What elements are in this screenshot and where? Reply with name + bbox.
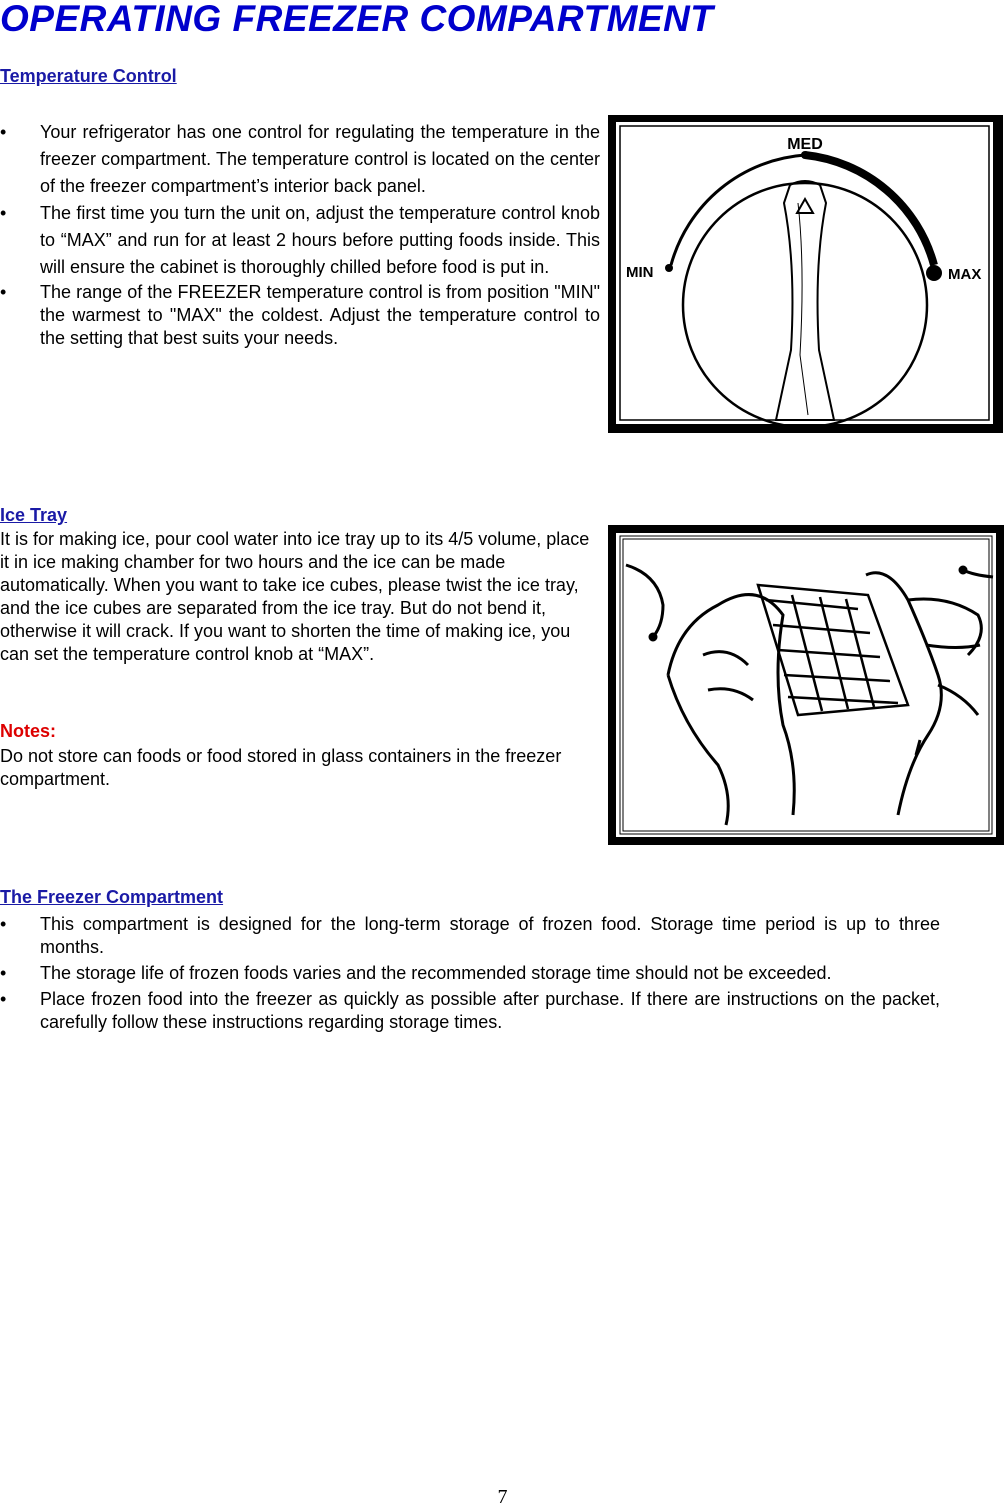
ice-tray-figure [608,525,1004,845]
list-item [0,119,600,200]
list-item-text: The storage life of frozen foods varies and the recommended storage time should not be exceeded. [40,963,832,983]
list-item-text: This compartment is designed for the long-term storage of frozen food. Storage time period is up to three months. [40,914,940,957]
list-item-text: Place frozen food into the freezer as quickly as possible after purchase. If there are instructions on the packet, carefully follow these instructions regarding storage times. [40,989,940,1032]
right-hand-shape [866,567,993,815]
list-item [0,988,940,1034]
indicator-triangle-icon [797,199,813,213]
temperature-dial-illustration [608,115,1003,433]
list-item [0,281,600,350]
min-label: MIN [626,264,654,281]
left-hand-shape [626,565,794,825]
list-item-text: The first time you turn the unit on, adjust the temperature control knob to “MAX” and run for at least 2 hours before putting foods inside. This will ensure the cabinet is thoroughly chilled before food is put in. [40,203,600,277]
list-item-text: The range of the FREEZER temperature control is from position "MIN" the warmest to "MAX" the coldest. Adjust the temperature control to the setting that best suits your needs. [40,282,600,348]
bullet-icon: • [0,203,7,223]
list-item [0,200,600,281]
max-label: MAX [948,266,982,283]
bullet-icon: • [0,963,7,983]
notes-label: Notes: [0,721,57,741]
max-dot-icon [926,265,942,281]
notes-body: Do not store can foods or food stored in glass containers in the freezer compartment. [0,746,562,789]
page-number: 7 [497,1486,508,1508]
bullet-icon: • [0,122,7,142]
list-item-text: Your refrigerator has one control for regulating the temperature in the freezer compartment. The temperature control is located on the center of the freezer compartment’s interior back panel. [40,122,600,196]
bullet-icon: • [0,282,7,302]
page-title: OPERATING FREEZER COMPARTMENT [0,0,714,39]
freezer-compartment-list [0,913,940,1037]
temperature-control-heading: Temperature Control [0,66,177,86]
temperature-dial-figure [608,115,1003,433]
ice-tray-body: It is for making ice, pour cool water into ice tray up to its 4/5 volume, place it in ice making chamber for two hours and the ice can be made automatically. When you want to take ice cubes, please twist the ice tray, and the ice cubes are separated from the ice tray. But do not bend it, otherwise it will crack. If you want to shorten the time of making ice, you can set the temperature control knob at “MAX”. [0,529,590,664]
ice-tray-illustration [608,525,1004,845]
list-item [0,913,940,959]
ice-tray-shape [758,585,908,715]
temperature-control-list [0,119,600,350]
med-label: MED [787,136,823,153]
ice-tray-heading: Ice Tray [0,505,68,525]
min-dot-icon [665,264,673,272]
freezer-compartment-heading: The Freezer Compartment [0,887,224,907]
dial-knob-grip [776,181,834,420]
bullet-icon: • [0,914,7,934]
list-item [0,962,940,985]
bullet-icon: • [0,989,7,1009]
